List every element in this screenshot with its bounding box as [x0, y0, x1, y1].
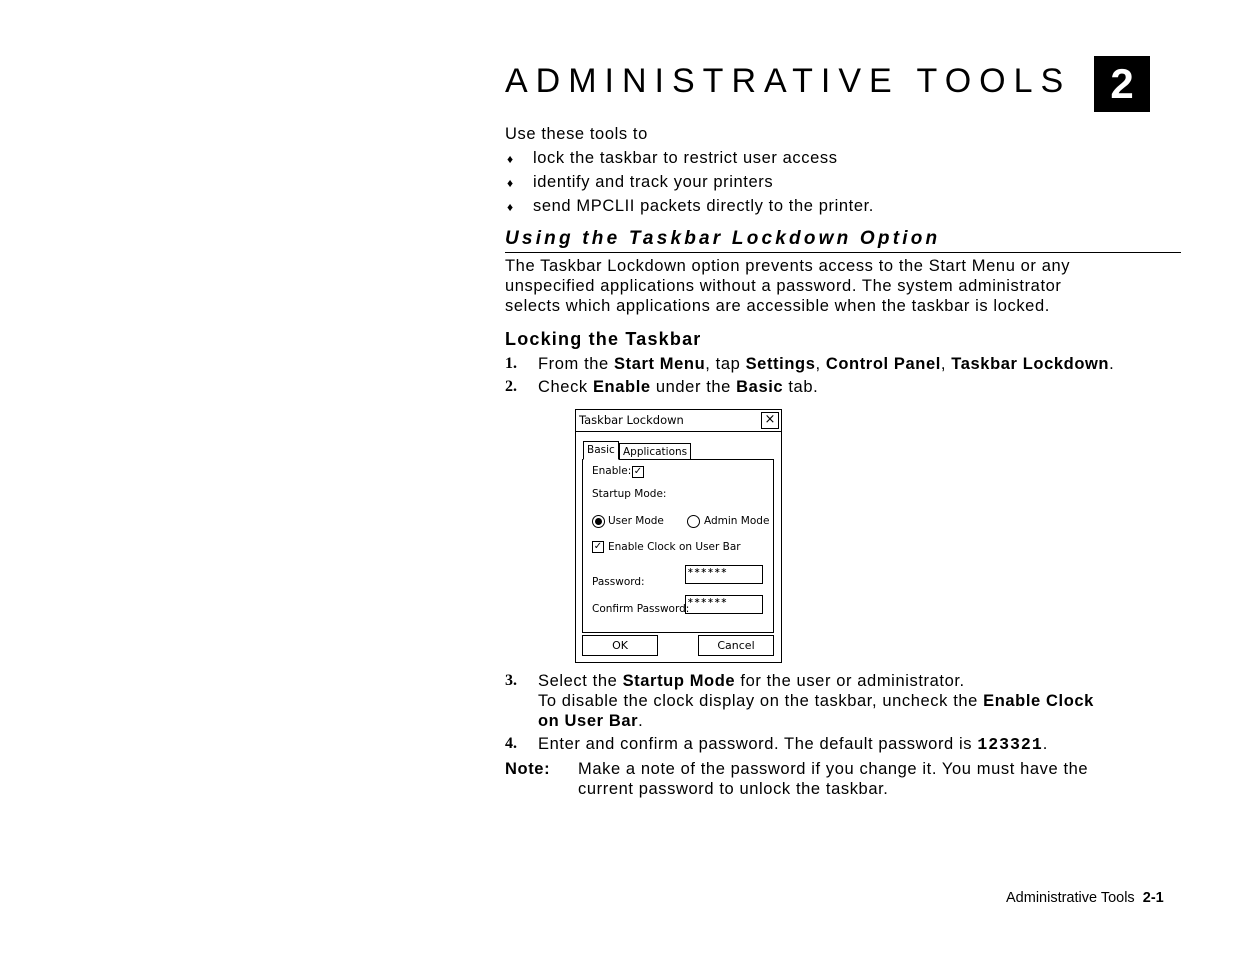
step-number: 3. [505, 672, 517, 689]
section-paragraph-line: selects which applications are accessible when the taskbar is locked. [505, 297, 1050, 315]
step-2-text: Check Enable under the Basic tab. [538, 378, 819, 396]
ok-button[interactable]: OK [582, 635, 658, 656]
chapter-number-badge: 2 [1094, 56, 1150, 112]
note-line: Make a note of the password if you change it. You must have the [578, 760, 1089, 778]
footer-title: Administrative Tools [1006, 890, 1135, 906]
taskbar-lockdown-dialog [575, 409, 782, 663]
section-paragraph-line: unspecified applications without a password. The system administrator [505, 277, 1062, 295]
step-3-text: Select the Startup Mode for the user or administrator. [538, 672, 965, 690]
basic-tab-panel [582, 459, 774, 633]
bullet-text: lock the taskbar to restrict user access [533, 149, 838, 167]
bullet-item [507, 172, 514, 193]
step-1-text: From the Start Menu, tap Settings, Control Panel, Taskbar Lockdown. [538, 355, 1115, 373]
user-mode-label: User Mode [608, 515, 664, 527]
tab-basic[interactable]: Basic [583, 441, 619, 460]
checkmark-icon: ✓ [593, 541, 603, 552]
step-4-text: Enter and confirm a password. The default password is 123321. [538, 735, 1048, 754]
confirm-password-label: Confirm Password: [592, 603, 690, 615]
step-number: 2. [505, 378, 517, 395]
bullet-item [507, 196, 514, 217]
step-number: 4. [505, 735, 517, 752]
diamond-bullet-icon: ♦ [507, 152, 514, 166]
subsection-heading: Locking the Taskbar [505, 329, 702, 349]
password-label: Password: [592, 576, 645, 588]
section-paragraph-line: The Taskbar Lockdown option prevents access to the Start Menu or any [505, 257, 1071, 275]
step-3-detail: To disable the clock display on the taskbar, uncheck the Enable Clock [538, 692, 1094, 710]
chapter-title: ADMINISTRATIVE TOOLS [505, 62, 1072, 100]
enable-checkbox[interactable] [632, 466, 644, 478]
intro-lead: Use these tools to [505, 125, 648, 143]
enable-clock-label: Enable Clock on User Bar [608, 541, 741, 553]
user-mode-radio[interactable] [592, 515, 605, 528]
enable-label: Enable: [592, 465, 632, 477]
enable-clock-checkbox[interactable] [592, 541, 604, 553]
page-footer [1006, 890, 1164, 906]
section-heading: Using the Taskbar Lockdown Option [505, 228, 1181, 253]
checkmark-icon: ✓ [633, 466, 643, 477]
bullet-text: identify and track your printers [533, 173, 774, 191]
default-password-code: 123321 [977, 735, 1043, 754]
close-icon[interactable]: × [761, 412, 779, 429]
diamond-bullet-icon: ♦ [507, 200, 514, 214]
step-number: 1. [505, 355, 517, 372]
admin-mode-label: Admin Mode [704, 515, 770, 527]
dialog-title: Taskbar Lockdown [579, 413, 684, 427]
radio-selected-icon [595, 518, 602, 525]
confirm-password-input[interactable]: ∗∗∗∗∗∗ [685, 595, 763, 614]
cancel-button[interactable]: Cancel [698, 635, 774, 656]
bullet-item [507, 148, 514, 169]
note-line: current password to unlock the taskbar. [578, 780, 889, 798]
tab-applications[interactable]: Applications [619, 443, 691, 460]
startup-mode-label: Startup Mode: [592, 488, 667, 500]
admin-mode-radio[interactable] [687, 515, 700, 528]
password-input[interactable]: ∗∗∗∗∗∗ [685, 565, 763, 584]
diamond-bullet-icon: ♦ [507, 176, 514, 190]
bullet-text: send MPCLII packets directly to the printer. [533, 197, 874, 215]
note-label: Note: [505, 760, 551, 778]
page-number: 2-1 [1142, 890, 1164, 906]
step-3-detail-cont: on User Bar. [538, 712, 644, 730]
dialog-title-bar [576, 410, 781, 432]
